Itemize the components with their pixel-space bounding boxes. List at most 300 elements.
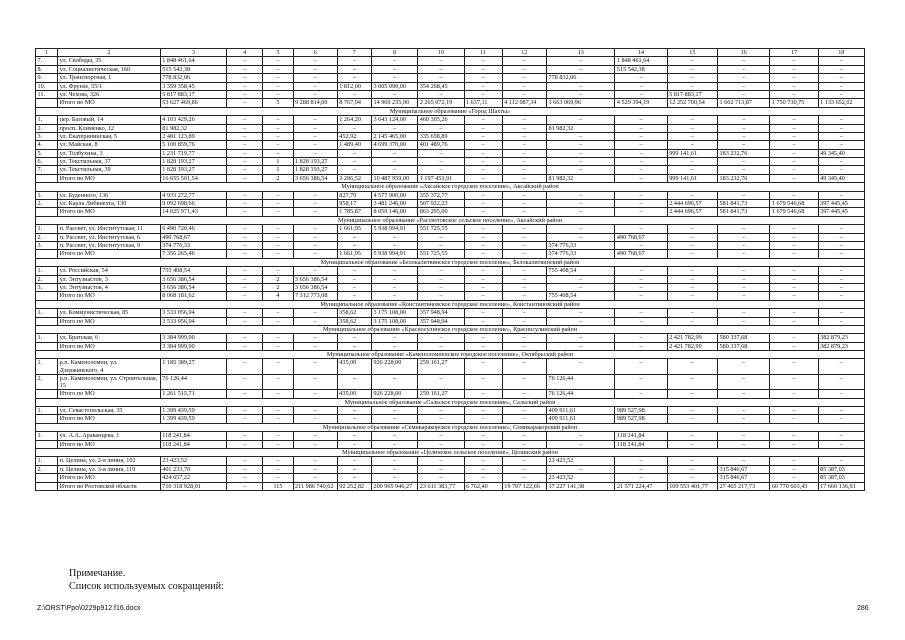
value-cell: 1 848 461,64 xyxy=(615,57,667,65)
value-cell: – xyxy=(546,283,614,291)
value-cell: 109 553 401,77 xyxy=(667,482,717,490)
value-cell: – xyxy=(770,292,818,300)
row-number-cell xyxy=(36,482,58,490)
value-cell: – xyxy=(502,275,546,283)
value-cell: 16 655 501,54 xyxy=(160,174,226,182)
value-cell: – xyxy=(502,225,546,233)
notes-block xyxy=(69,567,224,593)
value-cell: 3 656 386,54 xyxy=(160,275,226,283)
value-cell: – xyxy=(293,465,337,473)
value-cell: – xyxy=(770,233,818,241)
value-cell: – xyxy=(464,174,502,182)
value-cell: – xyxy=(818,407,864,415)
address-cell: Итого по МО xyxy=(58,317,161,325)
value-cell: – xyxy=(227,374,263,389)
value-cell: – xyxy=(615,166,667,174)
value-cell: – xyxy=(818,233,864,241)
total-row xyxy=(36,342,865,350)
value-cell: – xyxy=(667,267,717,275)
value-cell: – xyxy=(502,250,546,258)
value-cell: – xyxy=(667,474,717,482)
value-cell: – xyxy=(227,57,263,65)
value-cell: 9 288 814,00 xyxy=(293,99,337,107)
value-cell: – xyxy=(667,292,717,300)
value-cell: – xyxy=(227,208,263,216)
value-cell: – xyxy=(502,124,546,132)
column-header: 10 xyxy=(418,49,464,57)
value-cell: – xyxy=(502,415,546,423)
value-cell: 19 707 122,66 xyxy=(502,482,546,490)
value-cell: – xyxy=(546,309,614,317)
value-cell: – xyxy=(770,174,818,182)
value-cell: – xyxy=(293,432,337,440)
address-cell: ул. Екатерининская, 5 xyxy=(58,132,161,140)
value-cell: 2 444 696,57 xyxy=(667,208,717,216)
value-cell: – xyxy=(418,241,464,249)
value-cell: – xyxy=(818,158,864,166)
value-cell: – xyxy=(464,132,502,140)
address-cell: ул. Фрунзе, 55/1 xyxy=(58,82,161,90)
value-cell: – xyxy=(818,317,864,325)
value-cell: 926 228,00 xyxy=(371,359,417,374)
value-cell: – xyxy=(337,342,371,350)
address-cell: ул. Буденного, 136 xyxy=(58,191,161,199)
table-row xyxy=(36,124,865,132)
value-cell: – xyxy=(718,141,770,149)
value-cell: – xyxy=(293,149,337,157)
row-number-cell: 11. xyxy=(36,90,58,98)
value-cell: 3 656 386,54 xyxy=(160,283,226,291)
total-row xyxy=(36,317,865,325)
value-cell: – xyxy=(502,309,546,317)
row-number-cell xyxy=(36,317,58,325)
table-row xyxy=(36,457,865,465)
value-cell: – xyxy=(770,432,818,440)
value-cell: 989 527,98 xyxy=(615,407,667,415)
value-cell: 515 542,38 xyxy=(615,65,667,73)
section-header-row xyxy=(36,183,865,191)
value-cell: – xyxy=(293,267,337,275)
address-cell: ул. Текстильная, 37 xyxy=(58,158,161,166)
value-cell: – xyxy=(227,440,263,448)
value-cell: – xyxy=(464,415,502,423)
value-cell: 315 846,67 xyxy=(718,474,770,482)
value-cell: – xyxy=(418,334,464,342)
section-title: Муниципальное образование «Аксайское городское поселение», Аксайский район xyxy=(36,183,865,191)
value-cell: 9 092 698,66 xyxy=(160,200,226,208)
value-cell: – xyxy=(667,166,717,174)
value-cell: – xyxy=(615,283,667,291)
table-row xyxy=(36,158,865,166)
value-cell: – xyxy=(818,415,864,423)
value-cell: 827,70 xyxy=(337,191,371,199)
value-cell: 49 345,40 xyxy=(818,149,864,157)
value-cell: – xyxy=(227,432,263,440)
value-cell: – xyxy=(546,116,614,124)
value-cell: 926 228,00 xyxy=(371,390,417,398)
row-number-cell: 3. xyxy=(36,241,58,249)
value-cell: – xyxy=(293,407,337,415)
value-cell: 3 643 124,00 xyxy=(371,116,417,124)
value-cell: – xyxy=(818,57,864,65)
value-cell: – xyxy=(718,116,770,124)
value-cell: – xyxy=(502,132,546,140)
value-cell: – xyxy=(263,82,293,90)
value-cell: – xyxy=(718,57,770,65)
total-row xyxy=(36,415,865,423)
address-cell: ул. Транспортная, 1 xyxy=(58,74,161,82)
value-cell: – xyxy=(371,415,417,423)
value-cell: – xyxy=(502,267,546,275)
value-cell: – xyxy=(293,457,337,465)
value-cell: – xyxy=(227,82,263,90)
value-cell: 1 197 453,91 xyxy=(418,174,464,182)
section-title: Муниципальное образование «Константиновское городское поселение», Константиновский район xyxy=(36,300,865,308)
value-cell: 4 xyxy=(263,292,293,300)
section-header-row xyxy=(36,300,865,308)
value-cell: 358,62 xyxy=(337,309,371,317)
value-cell: – xyxy=(667,407,717,415)
table-row xyxy=(36,132,865,140)
table-row xyxy=(36,309,865,317)
value-cell: – xyxy=(818,283,864,291)
value-cell: 490 768,67 xyxy=(615,250,667,258)
row-number-cell xyxy=(36,390,58,398)
value-cell: – xyxy=(818,141,864,149)
value-cell: – xyxy=(770,309,818,317)
value-cell: – xyxy=(546,191,614,199)
value-cell: – xyxy=(337,465,371,473)
value-cell: – xyxy=(546,359,614,374)
row-number-cell: 9. xyxy=(36,74,58,82)
value-cell: – xyxy=(418,275,464,283)
value-cell: – xyxy=(546,65,614,73)
value-cell: 397 445,45 xyxy=(818,200,864,208)
value-cell: 7 312 773,08 xyxy=(293,292,337,300)
value-cell: – xyxy=(718,407,770,415)
address-cell: Итого по МО xyxy=(58,208,161,216)
value-cell: – xyxy=(546,225,614,233)
value-cell: 778 832,06 xyxy=(160,74,226,82)
value-cell: – xyxy=(293,57,337,65)
value-cell: – xyxy=(464,141,502,149)
value-cell: 551 725,55 xyxy=(418,250,464,258)
value-cell: – xyxy=(718,309,770,317)
value-cell: – xyxy=(546,275,614,283)
table-row xyxy=(36,267,865,275)
value-cell: – xyxy=(546,149,614,157)
value-cell: – xyxy=(818,191,864,199)
value-cell: 460 305,26 xyxy=(418,116,464,124)
value-cell: – xyxy=(263,208,293,216)
value-cell: – xyxy=(502,342,546,350)
value-cell: – xyxy=(818,309,864,317)
value-cell: 1 750 730,75 xyxy=(770,99,818,107)
value-cell: – xyxy=(464,283,502,291)
value-cell: – xyxy=(667,191,717,199)
value-cell: – xyxy=(770,374,818,389)
value-cell: – xyxy=(337,474,371,482)
row-number-cell xyxy=(36,342,58,350)
column-header: 8 xyxy=(371,49,417,57)
value-cell: 23 423,52 xyxy=(546,474,614,482)
value-cell: 755 408,54 xyxy=(160,267,226,275)
value-cell: 1 828 193,27 xyxy=(160,158,226,166)
section-header-row xyxy=(36,423,865,431)
value-cell: – xyxy=(227,334,263,342)
value-cell: – xyxy=(227,174,263,182)
value-cell: 401 233,70 xyxy=(160,465,226,473)
value-cell: – xyxy=(371,275,417,283)
value-cell: – xyxy=(293,208,337,216)
value-cell: – xyxy=(818,65,864,73)
value-cell: 3 656 386,54 xyxy=(293,283,337,291)
value-cell: – xyxy=(502,359,546,374)
row-number-cell: 1. xyxy=(36,407,58,415)
value-cell: 5 817 883,17 xyxy=(160,90,226,98)
address-cell: Итого по МО xyxy=(58,99,161,107)
value-cell: – xyxy=(770,334,818,342)
value-cell: 999 141,61 xyxy=(667,149,717,157)
value-cell: – xyxy=(546,90,614,98)
value-cell: – xyxy=(718,415,770,423)
value-cell: 1 661,95 xyxy=(337,225,371,233)
column-header: 13 xyxy=(546,49,614,57)
value-cell: – xyxy=(337,432,371,440)
value-cell: – xyxy=(263,57,293,65)
value-cell: – xyxy=(502,141,546,149)
value-cell: – xyxy=(718,250,770,258)
address-cell: пер. Базовый, 14 xyxy=(58,116,161,124)
value-cell: – xyxy=(263,474,293,482)
value-cell: – xyxy=(502,208,546,216)
address-cell: Итого по Ростовской области xyxy=(58,482,161,490)
row-number-cell: 2. xyxy=(36,275,58,283)
row-number-cell: 2. xyxy=(36,124,58,132)
value-cell: – xyxy=(502,74,546,82)
value-cell: – xyxy=(502,65,546,73)
value-cell: – xyxy=(615,82,667,90)
value-cell: – xyxy=(263,390,293,398)
value-cell: – xyxy=(293,225,337,233)
address-cell: Итого по МО xyxy=(58,440,161,448)
value-cell: 4 529 394,19 xyxy=(615,99,667,107)
value-cell: 2 145 465,00 xyxy=(371,132,417,140)
value-cell: – xyxy=(371,334,417,342)
value-cell: 357 948,94 xyxy=(418,317,464,325)
value-cell: – xyxy=(546,334,614,342)
value-cell: – xyxy=(546,200,614,208)
value-cell: – xyxy=(293,90,337,98)
value-cell: – xyxy=(464,158,502,166)
value-cell: 424 657,22 xyxy=(160,474,226,482)
value-cell: 81 982,32 xyxy=(160,124,226,132)
value-cell: 76 126,44 xyxy=(546,390,614,398)
value-cell: – xyxy=(718,440,770,448)
value-cell: – xyxy=(718,166,770,174)
value-cell: – xyxy=(293,191,337,199)
value-cell: – xyxy=(667,250,717,258)
address-cell: п. Рассвет, ул. Институтская, 6 xyxy=(58,233,161,241)
value-cell: – xyxy=(371,283,417,291)
value-cell: – xyxy=(770,275,818,283)
value-cell: – xyxy=(464,334,502,342)
value-cell: – xyxy=(464,225,502,233)
value-cell: – xyxy=(615,317,667,325)
value-cell: 53 627 469,86 xyxy=(160,99,226,107)
value-cell: – xyxy=(818,267,864,275)
value-cell: – xyxy=(818,166,864,174)
value-cell: – xyxy=(667,116,717,124)
column-header: 1 xyxy=(36,49,58,57)
value-cell: – xyxy=(615,149,667,157)
value-cell: – xyxy=(502,334,546,342)
address-cell: ул. Коммунистическая, 85 xyxy=(58,309,161,317)
row-number-cell: 3. xyxy=(36,283,58,291)
value-cell: – xyxy=(667,309,717,317)
value-cell: – xyxy=(293,82,337,90)
row-number-cell xyxy=(36,250,58,258)
value-cell: – xyxy=(337,334,371,342)
value-cell: – xyxy=(464,474,502,482)
row-number-cell: 8. xyxy=(36,65,58,73)
column-header: 15 xyxy=(667,49,717,57)
value-cell: – xyxy=(263,132,293,140)
value-cell: – xyxy=(770,158,818,166)
value-cell: – xyxy=(464,124,502,132)
column-header: 18 xyxy=(818,49,864,57)
value-cell: 755 408,54 xyxy=(546,292,614,300)
value-cell: – xyxy=(667,65,717,73)
address-cell: Итого по МО xyxy=(58,390,161,398)
value-cell: – xyxy=(770,250,818,258)
value-cell: – xyxy=(718,275,770,283)
value-cell: – xyxy=(371,241,417,249)
section-title: Муниципальное образование «Сальское городское поселение», Сальский район xyxy=(36,398,865,406)
address-cell: ул. Севастопольская, 35 xyxy=(58,407,161,415)
value-cell: – xyxy=(464,359,502,374)
value-cell: – xyxy=(227,65,263,73)
value-cell: – xyxy=(227,200,263,208)
value-cell: – xyxy=(615,241,667,249)
value-cell: – xyxy=(502,166,546,174)
value-cell: – xyxy=(464,374,502,389)
value-cell: – xyxy=(371,374,417,389)
total-row xyxy=(36,292,865,300)
value-cell: – xyxy=(718,158,770,166)
value-cell: – xyxy=(818,74,864,82)
value-cell: – xyxy=(227,275,263,283)
value-cell: 5 817 883,17 xyxy=(667,90,717,98)
value-cell: – xyxy=(371,158,417,166)
value-cell: – xyxy=(227,474,263,482)
value-cell: – xyxy=(770,74,818,82)
section-title: Муниципальное образование «Красносулинское городское поселение», Красносулинский район xyxy=(36,325,865,333)
value-cell: – xyxy=(337,241,371,249)
total-row xyxy=(36,390,865,398)
value-cell: – xyxy=(502,457,546,465)
value-cell: – xyxy=(667,275,717,283)
column-header: 14 xyxy=(615,49,667,57)
value-cell: 452,92 xyxy=(337,132,371,140)
value-cell: 5 938 994,91 xyxy=(371,225,417,233)
value-cell: – xyxy=(615,141,667,149)
value-cell: – xyxy=(293,141,337,149)
value-cell: – xyxy=(718,390,770,398)
value-cell: – xyxy=(418,149,464,157)
value-cell: – xyxy=(818,374,864,389)
value-cell: – xyxy=(263,440,293,448)
value-cell: – xyxy=(263,233,293,241)
value-cell: 10 487 959,00 xyxy=(371,174,417,182)
section-header-row xyxy=(36,351,865,359)
value-cell: – xyxy=(263,342,293,350)
value-cell: – xyxy=(371,465,417,473)
value-cell: 14 025 971,43 xyxy=(160,208,226,216)
address-cell: р.п. Каменоломни, ул. Дзержинского, 4 xyxy=(58,359,161,374)
value-cell: 1 xyxy=(263,158,293,166)
value-cell: 2 xyxy=(263,283,293,291)
value-cell: 710 318 928,01 xyxy=(160,482,226,490)
total-row xyxy=(36,440,865,448)
value-cell: – xyxy=(227,359,263,374)
value-cell: 507 922,23 xyxy=(418,200,464,208)
value-cell: – xyxy=(818,275,864,283)
note-title: Примечание. xyxy=(69,568,126,579)
value-cell: 1 133 652,02 xyxy=(818,99,864,107)
value-cell: – xyxy=(418,440,464,448)
value-cell: 1 828 193,27 xyxy=(293,166,337,174)
value-cell: – xyxy=(418,407,464,415)
value-cell: 357 948,94 xyxy=(418,309,464,317)
value-cell: – xyxy=(502,191,546,199)
value-cell: 1 185 389,27 xyxy=(160,359,226,374)
value-cell: – xyxy=(770,342,818,350)
value-cell: – xyxy=(418,158,464,166)
value-cell: – xyxy=(502,174,546,182)
value-cell: – xyxy=(718,124,770,132)
row-number-cell: 4. xyxy=(36,141,58,149)
value-cell: – xyxy=(502,158,546,166)
column-header: 16 xyxy=(718,49,770,57)
value-cell: – xyxy=(818,132,864,140)
value-cell: – xyxy=(227,241,263,249)
value-cell: – xyxy=(464,57,502,65)
value-cell: – xyxy=(615,374,667,389)
value-cell: – xyxy=(227,166,263,174)
value-cell: – xyxy=(337,457,371,465)
table-row xyxy=(36,275,865,283)
row-number-cell: 7. xyxy=(36,57,58,65)
value-cell: 551 725,55 xyxy=(418,225,464,233)
value-cell: – xyxy=(371,149,417,157)
value-cell: – xyxy=(770,465,818,473)
value-cell: 4 112 087,34 xyxy=(502,99,546,107)
value-cell: – xyxy=(337,415,371,423)
value-cell: – xyxy=(263,141,293,149)
value-cell: 5 100 859,76 xyxy=(160,141,226,149)
value-cell: 5 938 994,91 xyxy=(371,250,417,258)
value-cell: – xyxy=(371,65,417,73)
value-cell: – xyxy=(227,158,263,166)
value-cell: 3 359 358,45 xyxy=(160,82,226,90)
table-row xyxy=(36,374,865,389)
value-cell: 354 268,45 xyxy=(418,82,464,90)
value-cell: – xyxy=(770,90,818,98)
value-cell: 3 481 246,00 xyxy=(371,200,417,208)
value-cell: – xyxy=(263,191,293,199)
value-cell: – xyxy=(337,440,371,448)
